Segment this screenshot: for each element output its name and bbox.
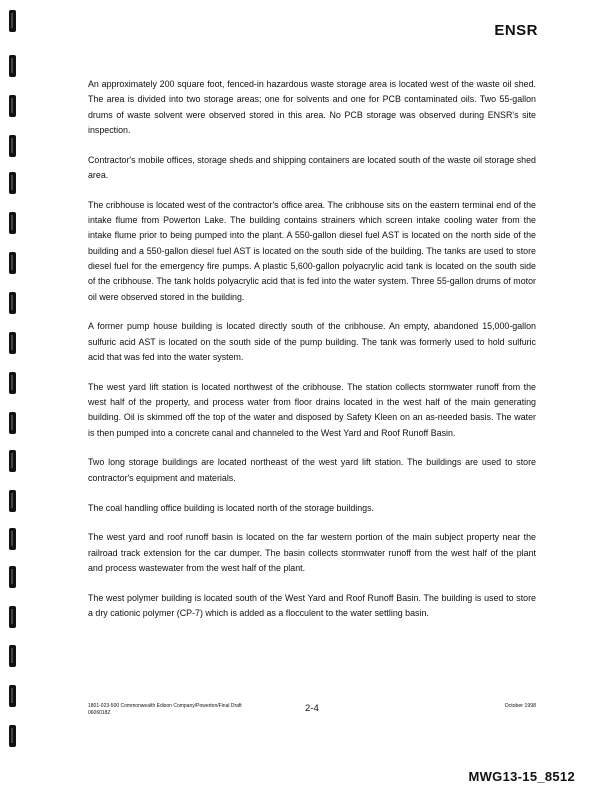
binder-hole — [9, 645, 16, 667]
paragraph: The west yard and roof runoff basin is located on the far western portion of the main subject property near the railroad track extension for the car dumper. The basin collects stormwater runoff from the west half of the plant and process wastewater from the west half of the plant. — [88, 532, 536, 573]
bates-number: MWG13-15_8512 — [468, 769, 575, 784]
page-number: 2-4 — [305, 703, 319, 714]
footer-doc-ref-line2: 0606018Z — [88, 710, 111, 716]
binder-hole — [9, 490, 16, 512]
binder-hole — [9, 172, 16, 194]
binder-hole — [9, 10, 16, 32]
binder-hole — [9, 212, 16, 234]
binder-hole — [9, 450, 16, 472]
binder-hole — [9, 372, 16, 394]
footer-doc-reference — [88, 703, 242, 717]
binder-hole — [9, 412, 16, 434]
paragraph: An approximately 200 square foot, fenced-in hazardous waste storage area is located west of the waste oil shed. The area is divided into two storage areas; one for solvents and one for PCB contaminated oils. Two 55-gallon drums of waste solvent were observed stored in this area. No PCB storage was observed during ENSR's site inspection. — [88, 79, 536, 135]
binder-hole-strip — [9, 0, 21, 800]
binder-hole — [9, 606, 16, 628]
paragraph: The coal handling office building is located north of the storage buildings. — [88, 502, 374, 513]
binder-hole — [9, 332, 16, 354]
binder-hole — [9, 725, 16, 747]
paragraph: The west polymer building is located south of the West Yard and Roof Runoff Basin. The building is used to store a dry cationic polymer (CP-7) which is added as a flocculent to the water settling basin. — [88, 592, 536, 619]
document-body — [88, 77, 536, 636]
paragraph: The west yard lift station is located northwest of the cribhouse. The station collects stormwater runoff from the west half of the property, and process water from floor drains located in the west half of the main generating building. Oil is skimmed off the top of the water and disposed by Safety Kleen on an as-needed basis. The water is then pumped into a concrete canal and channeled to the West Yard and Roof Runoff Basin. — [88, 381, 536, 438]
footer-date: October 1998 — [504, 703, 536, 709]
paragraph: Two long storage buildings are located northeast of the west yard lift station. The buildings are used to store contractor's equipment and materials. — [88, 457, 536, 483]
paragraph: The cribhouse is located west of the contractor's office area. The cribhouse sits on the eastern terminal end of the intake flume from Powerton Lake. The building contains strainers which screen intake cooling water from the intake flume prior to being pumped into the plant. A 550-gallon diesel fuel AST is located on the north side of the building and a 550-gallon diesel fuel AST is located on the south side of the building. The tanks are used to store diesel fuel for the emergency fire pumps. A plastic 5,600-gallon polyacrylic acid tank is located on the south side of the cribhouse. The tank holds polyacrylic acid that is fed into the water system. Three 55-gallon drums of motor oil were observed stored in the building. — [88, 199, 536, 302]
paragraph: Contractor's mobile offices, storage sheds and shipping containers are located south of the waste oil storage shed area. — [88, 154, 536, 180]
binder-hole — [9, 292, 16, 314]
ensr-logo: ENSR — [494, 22, 538, 39]
binder-hole — [9, 95, 16, 117]
paragraph: A former pump house building is located directly south of the cribhouse. An empty, abandoned 15,000-gallon sulfuric acid AST is located on the south side of the pump building. The tank was formerly used to hold sulfuric acid that was fed into the water system. — [88, 321, 536, 362]
binder-hole — [9, 55, 16, 77]
footer-doc-ref-line1: 1801-023-500 Commonwealth Edison Company/Powerton/Final Draft — [88, 703, 242, 709]
binder-hole — [9, 252, 16, 274]
binder-hole — [9, 566, 16, 588]
binder-hole — [9, 528, 16, 550]
binder-hole — [9, 135, 16, 157]
binder-hole — [9, 685, 16, 707]
